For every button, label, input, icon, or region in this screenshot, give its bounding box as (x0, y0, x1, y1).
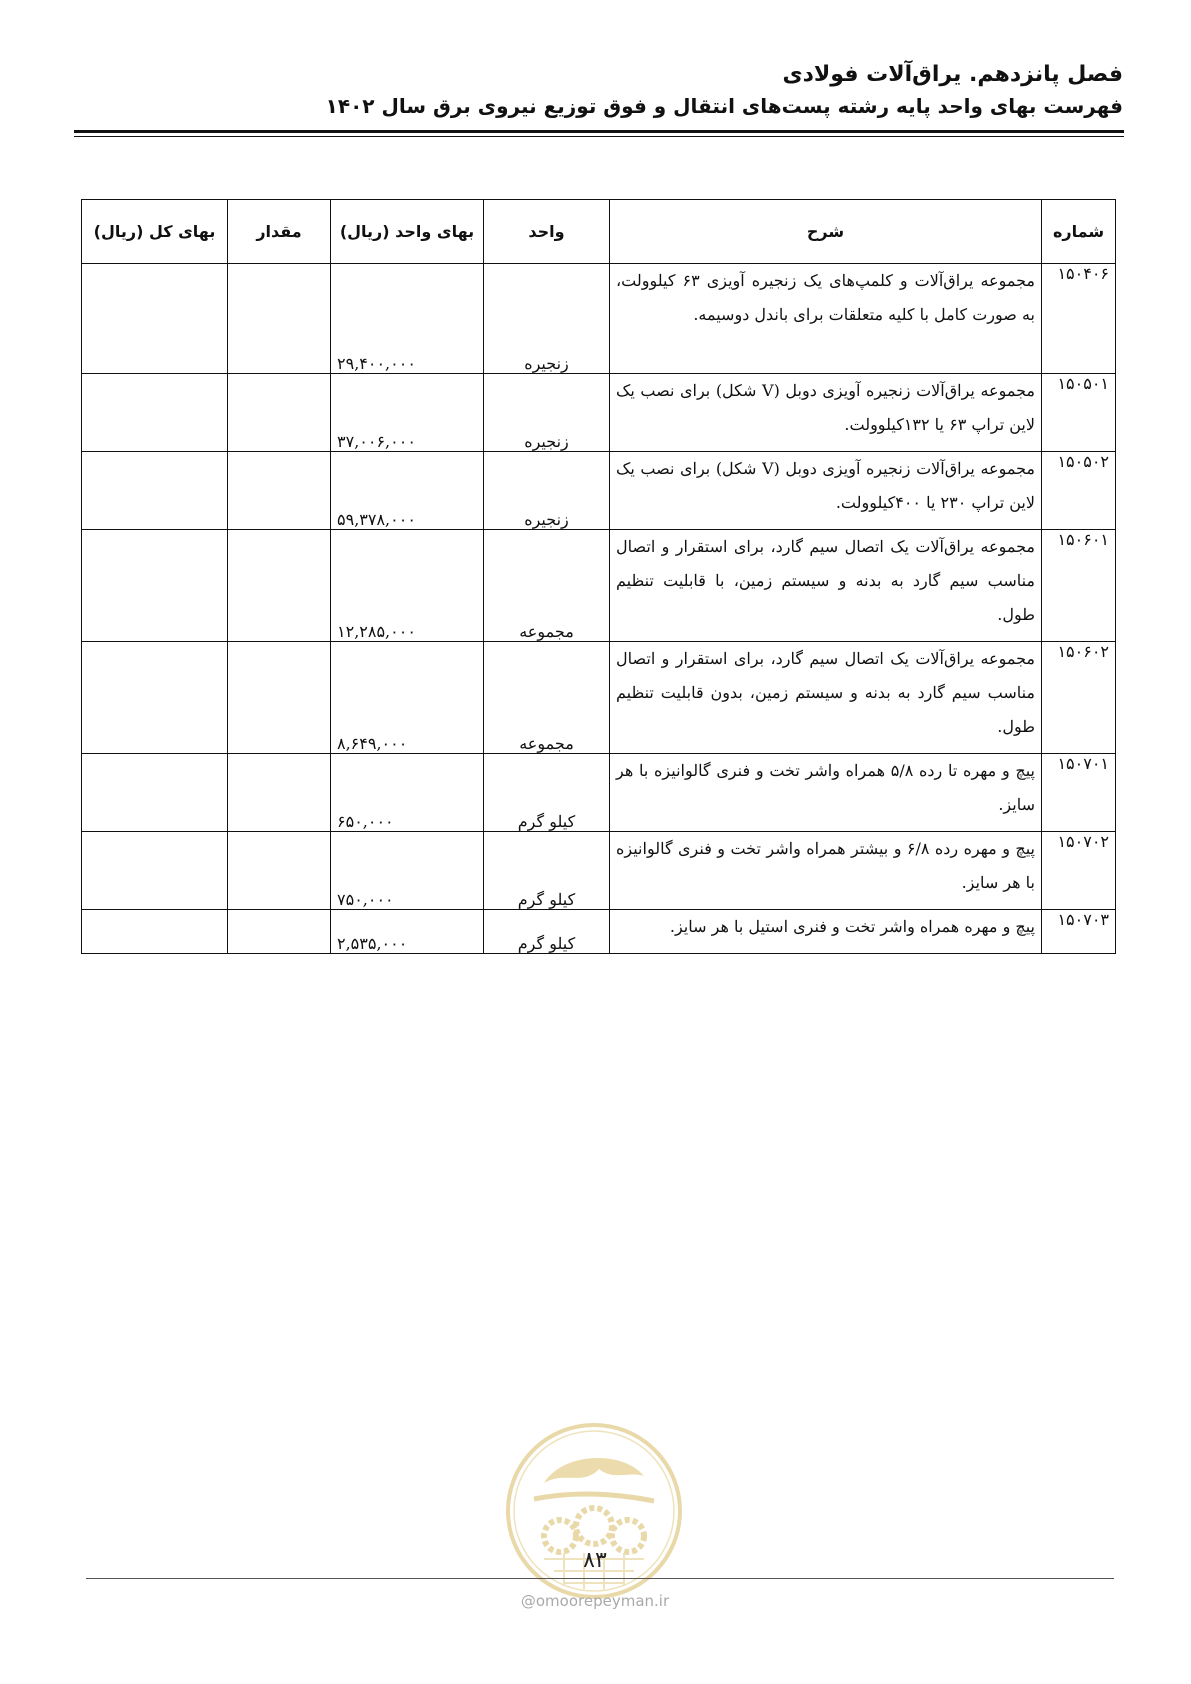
cell-description: مجموعه یراق‌آلات یک اتصال سیم گارد، برای استقرار و اتصال مناسب سیم گارد به بدنه و سیستم زمین، با قابلیت تنظیم طول. (610, 530, 1042, 642)
website-watermark: @omoorepeyman.ir (520, 1592, 670, 1610)
table-row (82, 832, 1116, 910)
cell-unit: زنجیره (484, 264, 610, 374)
header-rule-thick (74, 130, 1124, 133)
cell-unit-price: ۲,۵۳۵,۰۰۰ (331, 910, 484, 954)
page-header (75, 60, 1123, 122)
cell-unit: کیلو گرم (484, 754, 610, 832)
header-code: شماره (1042, 200, 1116, 264)
cell-description: پیچ و مهره رده ۶/۸ و بیشتر همراه واشر تخت و فنری گالوانیزه با هر سایز. (610, 832, 1042, 910)
header-rule-thin (74, 136, 1124, 137)
cell-total-price (82, 374, 228, 452)
cell-description: پیچ و مهره همراه واشر تخت و فنری استیل با هر سایز. (610, 910, 1042, 954)
cell-total-price (82, 754, 228, 832)
cell-code: ۱۵۰۵۰۲ (1042, 452, 1116, 530)
header-unit-price: بهای واحد (ریال) (331, 200, 484, 264)
cell-unit-price: ۵۹,۳۷۸,۰۰۰ (331, 452, 484, 530)
table-row (82, 374, 1116, 452)
cell-description: مجموعه یراق‌آلات زنجیره آویزی دوبل (V شکل) برای نصب یک لاین تراپ ۲۳۰ یا ۴۰۰کیلوولت. (610, 452, 1042, 530)
cell-unit: زنجیره (484, 452, 610, 530)
cell-code: ۱۵۰۷۰۱ (1042, 754, 1116, 832)
cell-unit: زنجیره (484, 374, 610, 452)
table-row (82, 910, 1116, 954)
cell-unit: مجموعه (484, 642, 610, 754)
cell-unit-price: ۲۹,۴۰۰,۰۰۰ (331, 264, 484, 374)
cell-quantity (228, 452, 331, 530)
cell-unit: کیلو گرم (484, 832, 610, 910)
table-row (82, 452, 1116, 530)
footer-rule (86, 1578, 1114, 1579)
table-row (82, 530, 1116, 642)
cell-description: پیچ و مهره تا رده ۵/۸ همراه واشر تخت و فنری گالوانیزه با هر سایز. (610, 754, 1042, 832)
cell-code: ۱۵۰۷۰۲ (1042, 832, 1116, 910)
cell-unit: کیلو گرم (484, 910, 610, 954)
cell-unit-price: ۱۲,۲۸۵,۰۰۰ (331, 530, 484, 642)
cell-total-price (82, 452, 228, 530)
table-row (82, 754, 1116, 832)
cell-description: مجموعه یراق‌آلات زنجیره آویزی دوبل (V شکل) برای نصب یک لاین تراپ ۶۳ یا ۱۳۲کیلوولت. (610, 374, 1042, 452)
cell-unit: مجموعه (484, 530, 610, 642)
cell-description: مجموعه یراق‌آلات یک اتصال سیم گارد، برای استقرار و اتصال مناسب سیم گارد به بدنه و سیستم زمین، بدون قابلیت تنظیم طول. (610, 642, 1042, 754)
cell-code: ۱۵۰۴۰۶ (1042, 264, 1116, 374)
cell-quantity (228, 374, 331, 452)
cell-quantity (228, 642, 331, 754)
header-quantity: مقدار (228, 200, 331, 264)
cell-quantity (228, 754, 331, 832)
cell-total-price (82, 530, 228, 642)
cell-quantity (228, 264, 331, 374)
table-row (82, 264, 1116, 374)
cell-unit-price: ۶۵۰,۰۰۰ (331, 754, 484, 832)
cell-total-price (82, 910, 228, 954)
chapter-title: فصل پانزدهم. یراق‌آلات فولادی (782, 62, 1123, 87)
cell-total-price (82, 642, 228, 754)
cell-code: ۱۵۰۶۰۲ (1042, 642, 1116, 754)
cell-description: مجموعه یراق‌آلات و کلمپ‌های یک زنجیره آویزی ۶۳ کیلوولت، به صورت کامل با کلیه متعلقات برای باندل دوسیمه. (610, 264, 1042, 374)
table-header-row (82, 200, 1116, 264)
document-subtitle: فهرست بهای واحد پایه رشته پست‌های انتقال و فوق توزیع نیروی برق سال ۱۴۰۲ (325, 94, 1123, 118)
cell-quantity (228, 530, 331, 642)
cell-unit-price: ۸,۶۴۹,۰۰۰ (331, 642, 484, 754)
cell-code: ۱۵۰۵۰۱ (1042, 374, 1116, 452)
watermark-logo-icon (504, 1421, 684, 1601)
price-list-table (81, 199, 1116, 954)
cell-total-price (82, 832, 228, 910)
table-row (82, 642, 1116, 754)
cell-total-price (82, 264, 228, 374)
header-unit: واحد (484, 200, 610, 264)
cell-quantity (228, 832, 331, 910)
cell-quantity (228, 910, 331, 954)
cell-code: ۱۵۰۷۰۳ (1042, 910, 1116, 954)
cell-unit-price: ۷۵۰,۰۰۰ (331, 832, 484, 910)
page-number: ۸۳ (583, 1548, 607, 1573)
cell-unit-price: ۳۷,۰۰۶,۰۰۰ (331, 374, 484, 452)
header-description: شرح (610, 200, 1042, 264)
cell-code: ۱۵۰۶۰۱ (1042, 530, 1116, 642)
header-total-price: بهای کل (ریال) (82, 200, 228, 264)
